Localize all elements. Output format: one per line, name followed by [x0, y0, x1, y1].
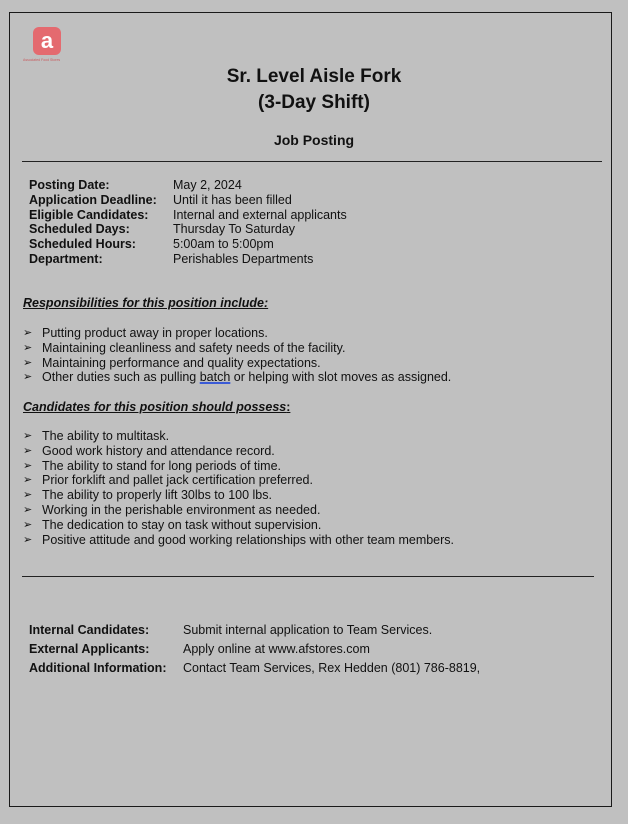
job-title-line2: (3-Day Shift) — [258, 92, 370, 113]
logo-tagline: Associated Food Stores — [23, 58, 61, 62]
list-item — [23, 326, 451, 341]
list-item-text: Prior forklift and pallet jack certification preferred. — [42, 473, 313, 488]
detail-row — [29, 252, 347, 267]
arrow-bullet-icon: ➢ — [23, 518, 33, 531]
qualifications-heading — [23, 400, 290, 414]
job-title-line1: Sr. Level Aisle Fork — [226, 66, 402, 87]
arrow-bullet-icon: ➢ — [23, 533, 33, 546]
list-item — [23, 533, 454, 548]
detail-row — [29, 178, 347, 193]
list-item — [23, 370, 451, 385]
qualifications-list — [23, 429, 454, 547]
contact-label: External Applicants: — [29, 642, 150, 656]
posting-details — [29, 178, 347, 267]
divider-top — [22, 161, 602, 162]
list-item-text — [42, 370, 451, 385]
list-item-text: The dedication to stay on task without supervision. — [42, 517, 322, 532]
contact-label: Internal Candidates: — [29, 623, 150, 637]
list-item-text: Good work history and attendance record. — [42, 443, 275, 458]
list-item — [23, 444, 454, 459]
text-segment: Other duties such as pulling — [42, 370, 200, 385]
application-info — [29, 621, 480, 678]
detail-label: Posting Date: — [29, 178, 110, 192]
detail-row — [29, 237, 347, 252]
detail-label: Application Deadline: — [29, 192, 157, 207]
arrow-bullet-icon: ➢ — [23, 474, 33, 487]
list-item-text: Maintaining performance and quality expectations. — [42, 355, 321, 370]
detail-value: Thursday To Saturday — [173, 222, 296, 237]
list-item-text: Positive attitude and good working relationships with other team members. — [42, 532, 455, 547]
list-item — [23, 503, 454, 518]
logo-mark: a — [33, 27, 61, 55]
list-item-text: The ability to properly lift 30lbs to 100 lbs. — [42, 488, 272, 503]
text-segment: or helping with slot moves as assigned. — [230, 370, 452, 385]
arrow-bullet-icon: ➢ — [23, 503, 33, 516]
arrow-bullet-icon: ➢ — [23, 341, 33, 354]
detail-value: May 2, 2024 — [173, 178, 242, 192]
detail-label: Department: — [29, 251, 103, 266]
qualifications-heading-colon: : — [286, 400, 291, 414]
detail-row — [29, 193, 347, 208]
arrow-bullet-icon: ➢ — [23, 444, 33, 457]
list-item — [23, 341, 451, 356]
detail-value: Internal and external applicants — [173, 207, 347, 222]
list-item-text: The ability to multitask. — [42, 429, 170, 443]
contact-label: Additional Information: — [29, 661, 167, 675]
list-item — [23, 518, 454, 533]
detail-value: 5:00am to 5:00pm — [173, 237, 274, 252]
list-item — [23, 459, 454, 474]
detail-value: Perishables Departments — [173, 251, 314, 266]
list-item — [23, 356, 451, 371]
list-item-text: Working in the perishable environment as needed. — [42, 502, 321, 517]
qualifications-heading-text: Candidates for this position should possess — [23, 400, 287, 414]
responsibilities-heading: Responsibilities for this position include: — [23, 296, 269, 310]
arrow-bullet-icon: ➢ — [23, 356, 33, 369]
list-item — [23, 429, 454, 444]
contact-row — [29, 621, 480, 640]
list-item-text: The ability to stand for long periods of time. — [42, 458, 282, 473]
detail-row — [29, 208, 347, 223]
contact-value: Apply online at www.afstores.com — [183, 642, 370, 656]
detail-label: Scheduled Days: — [29, 222, 130, 237]
arrow-bullet-icon: ➢ — [23, 459, 33, 472]
detail-label: Eligible Candidates: — [29, 207, 149, 222]
list-item-text: Maintaining cleanliness and safety needs of the facility. — [42, 340, 346, 355]
detail-row — [29, 222, 347, 237]
contact-row — [29, 659, 480, 678]
spellcheck-flagged-word[interactable]: batch — [199, 370, 231, 385]
contact-value: Contact Team Services, Rex Hedden (801) 786-8819, — [183, 661, 481, 675]
list-item — [23, 473, 454, 488]
contact-row — [29, 640, 480, 659]
job-posting-subtitle: Job Posting — [273, 132, 355, 148]
arrow-bullet-icon: ➢ — [23, 489, 33, 502]
arrow-bullet-icon: ➢ — [23, 327, 33, 339]
company-logo — [23, 27, 61, 62]
responsibilities-list — [23, 326, 451, 385]
divider-bottom — [22, 576, 594, 577]
contact-value: Submit internal application to Team Services. — [183, 623, 433, 637]
arrow-bullet-icon: ➢ — [23, 430, 33, 442]
detail-value: Until it has been filled — [173, 192, 292, 207]
list-item-text: Putting product away in proper locations. — [42, 326, 268, 340]
list-item — [23, 488, 454, 503]
detail-label: Scheduled Hours: — [29, 237, 136, 252]
arrow-bullet-icon: ➢ — [23, 371, 33, 384]
